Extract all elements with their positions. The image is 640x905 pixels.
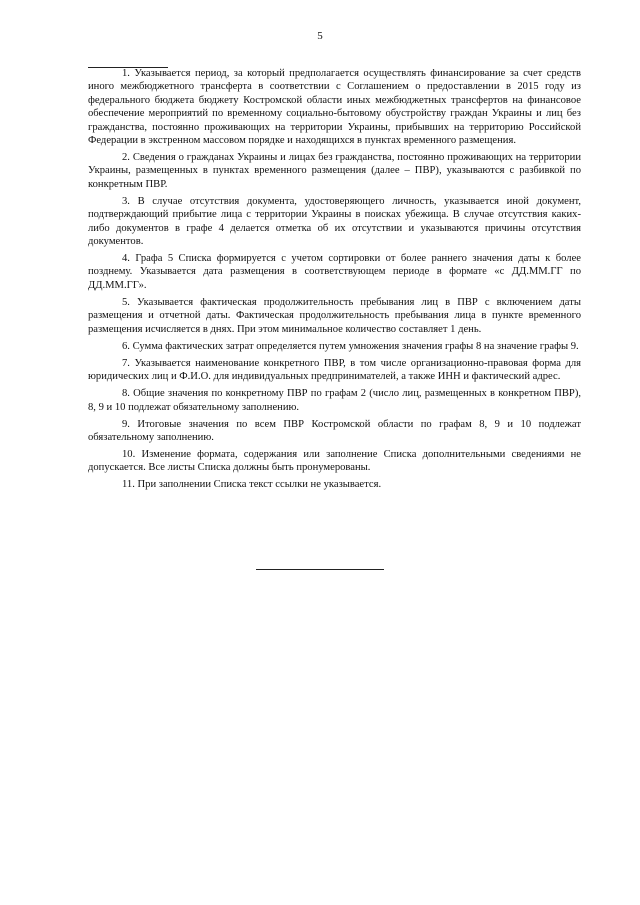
- footnote-2: 2. Сведения о гражданах Украины и лицах без гражданства, постоянно проживающих на территории Украины, размещенных в пунктах временного размещения (далее – ПВР), указываются с разбивкой по конкретным ПВР.: [88, 152, 581, 190]
- footnote-7: 7. Указывается наименование конкретного ПВР, в том числе организационно-правовая форма для юридических лиц и Ф.И.О. для индивидуальных предпринимателей, а также ИНН и фактический адрес.: [88, 357, 581, 383]
- end-separator: [256, 569, 384, 570]
- footnote-6: 6. Сумма фактических затрат определяется путем умножения значения графы 8 на значение графы 9.: [122, 340, 579, 352]
- footnote-9: 9. Итоговые значения по всем ПВР Костромской области по графам 8, 9 и 10 подлежат обязательному заполнению.: [88, 418, 581, 443]
- footnote-8: 8. Общие значения по конкретному ПВР по графам 2 (число лиц, размещенных в конкретном ПВР), 8, 9 и 10 подлежат обязательному заполнению.: [88, 388, 581, 413]
- footnotes: [88, 67, 581, 495]
- footnote-3: 3. В случае отсутствия документа, удостоверяющего личность, указывается иной документ, подтверждающий прибытие лица с территории Украины в поисках убежища. В случае отсутствия каких-либо документов в графе 4 делается отметка об их отсутствии и указываются причины отсутствия документов.: [88, 195, 581, 248]
- footnote-1: 1. Указывается период, за который предполагается осуществлять финансирование за счет средств иного межбюджетного трансферта в соответствии с Соглашением о предоставлении в 2015 году из федерального бюджета бюджету Костромской области иных межбюджетных трансфертов на финансовое обеспечение мероприятий по временному социально-бытовому обустройству граждан Украины и лиц без гражданства, постоянно проживающих на территории Украины, прибывших на территорию Российской Федерации в экстренном массовом порядке и находящихся в пунктах временного размещения.: [88, 68, 581, 147]
- footnote-11: 11. При заполнении Списка текст ссылки не указывается.: [122, 479, 382, 491]
- footnote-5: 5. Указывается фактическая продолжительность пребывания лиц в ПВР с включением даты размещения и отчетной даты. Фактическая продолжительность пребывания лица в пункте временного размещения исчисляется в днях. При этом минимальное количество составляет 1 день.: [88, 296, 581, 335]
- footnote-4: 4. Графа 5 Списка формируется с учетом сортировки от более раннего значения даты к более позднему. Указывается дата размещения в соответствующем периоде в формате «с ДД.ММ.ГГ по ДД.ММ.ГГ».: [88, 253, 581, 291]
- page-number: 5: [317, 30, 323, 42]
- footnote-10: 10. Изменение формата, содержания или заполнение Списка дополнительными сведениями не допускается. Все листы Списка должны быть пронумерованы.: [88, 448, 581, 474]
